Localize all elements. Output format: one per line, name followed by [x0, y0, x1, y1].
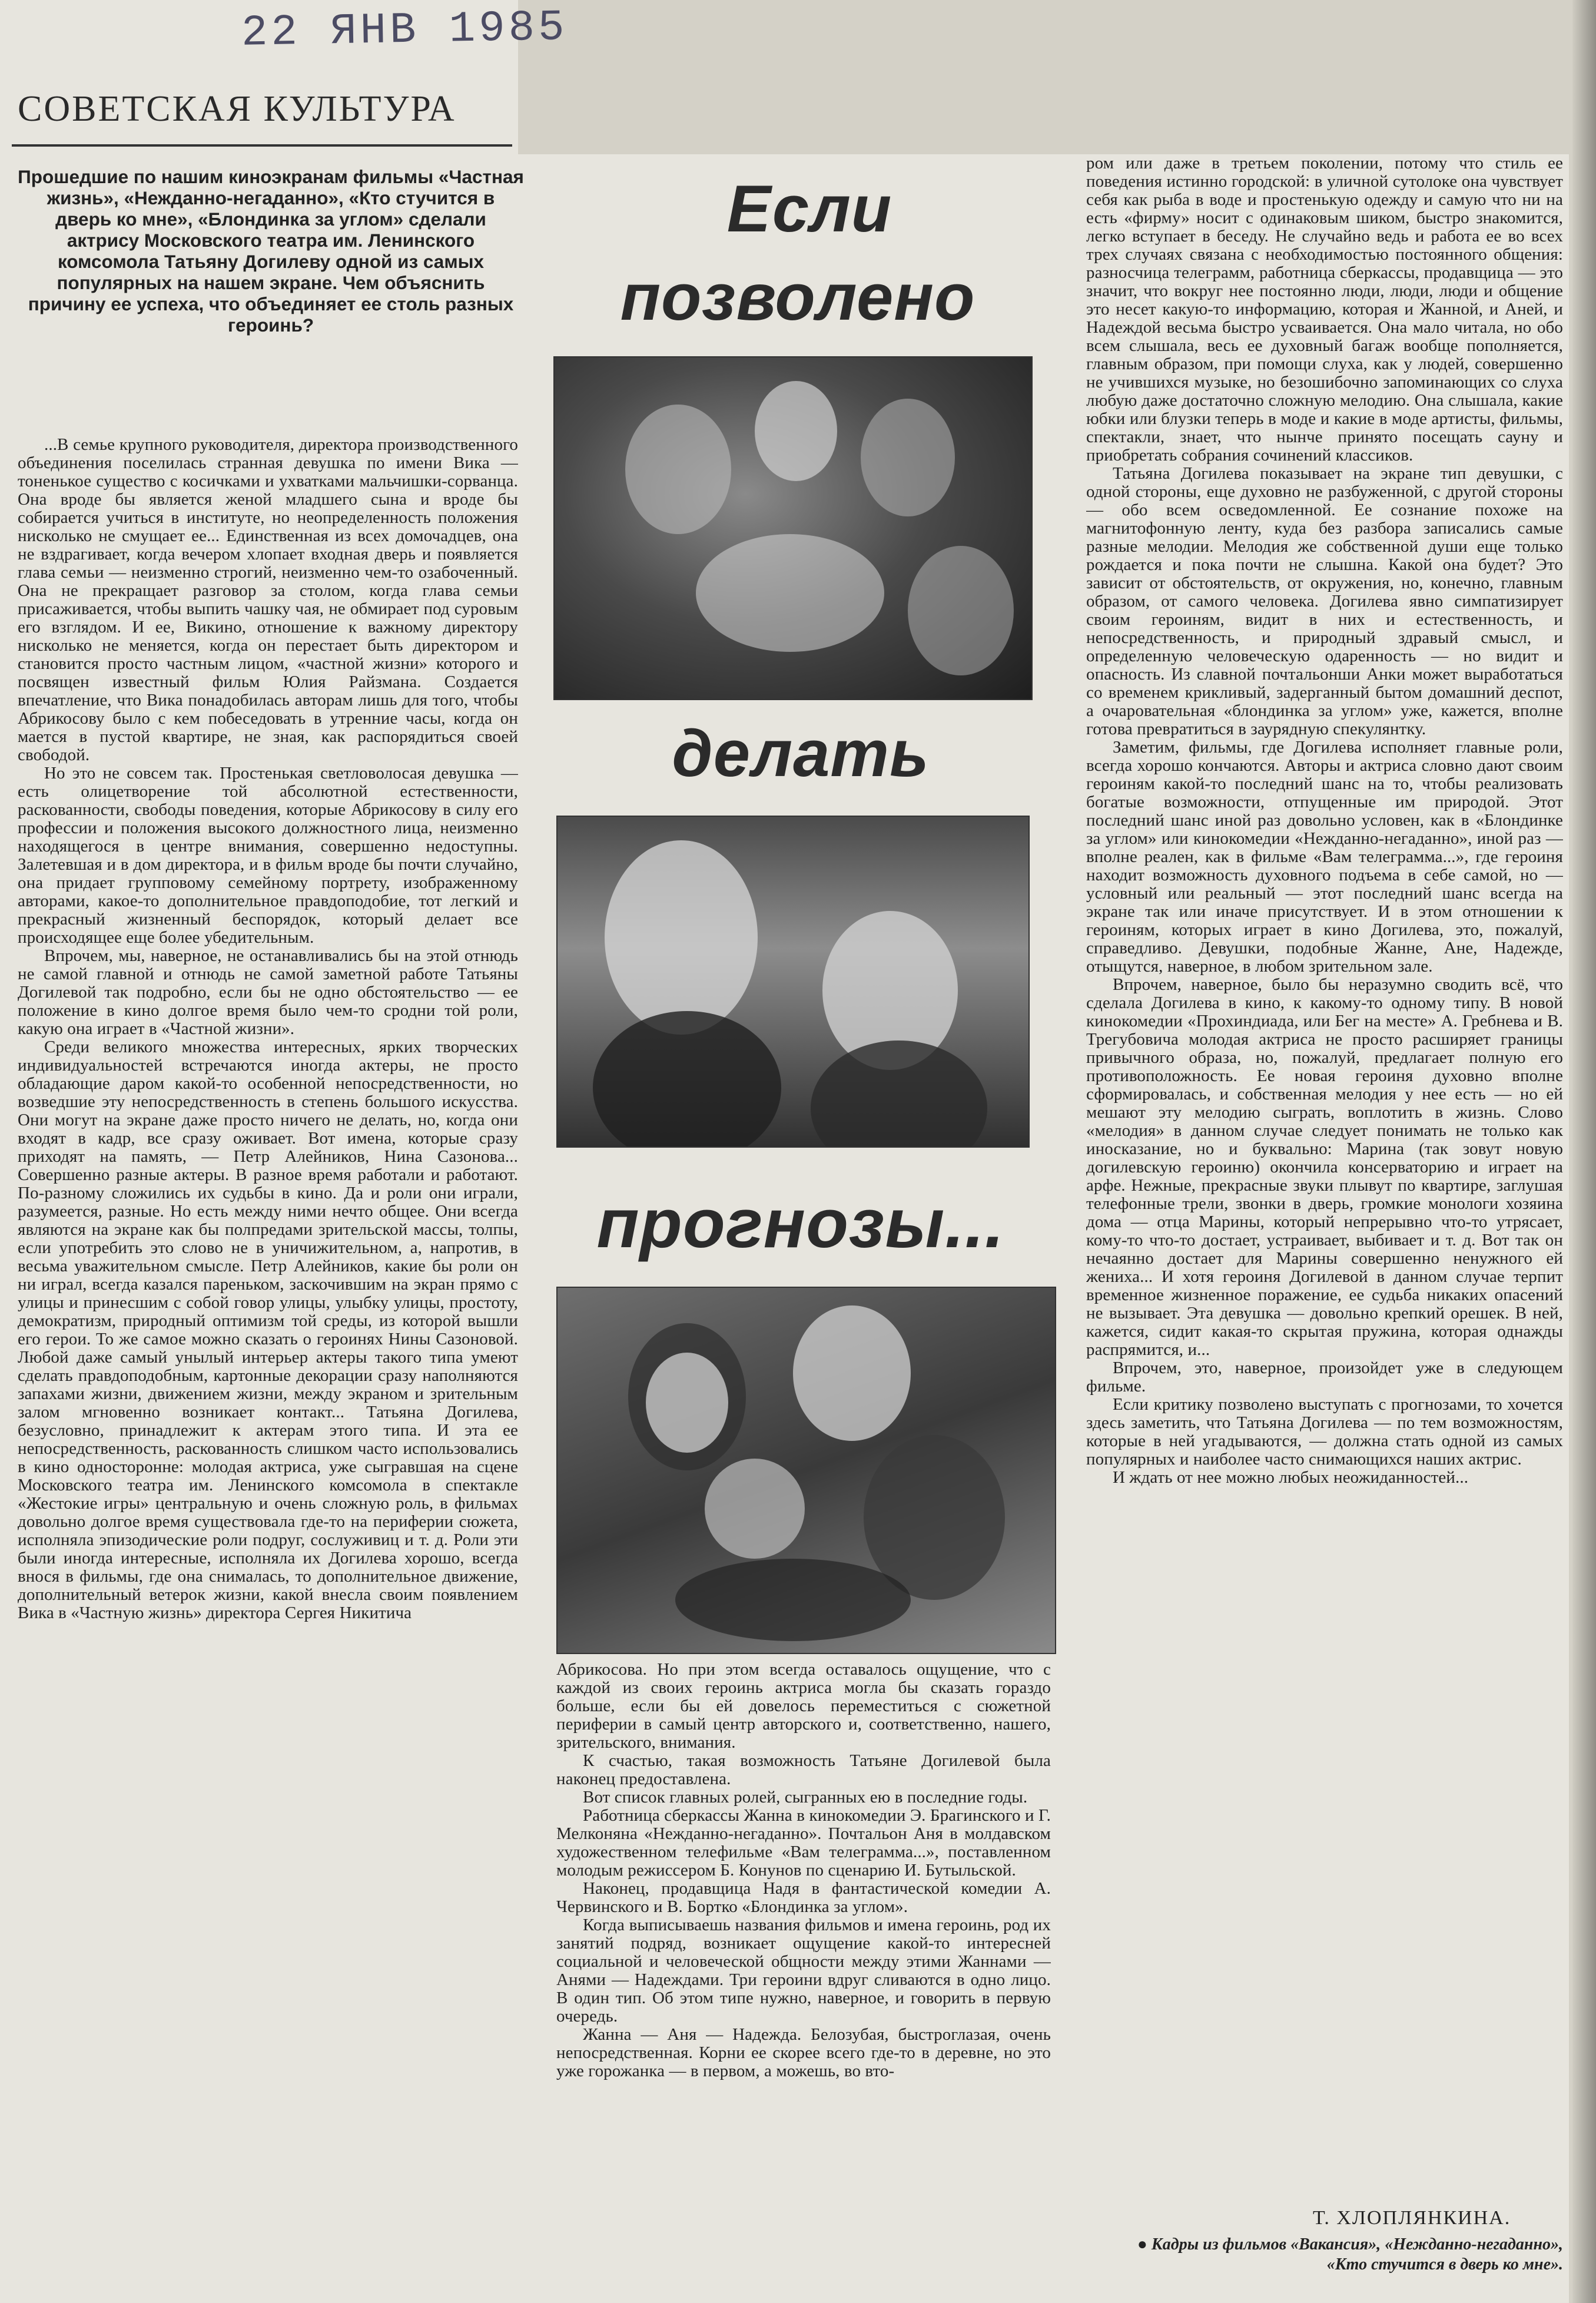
paragraph: Среди великого множества интересных, ярких творческих индивидуальностей встречаются иногда актеры, не просто обладающие даром какой-то особенной непосредственности, но возведшие эту непосредственность в степень большого искусства. Они могут на экране даже просто ничего не делать, но, когда они входят в кадр, все сразу оживает. Вот имена, которые сразу приходят на память, — Петр Алейников, Нина Сазонова... Совершенно разные актеры. В разное время работали и работают. По-разному сложились их судьбы в кино. Да и роли они играли, разумеется, разные. Но есть между ними нечто общее. Они всегда являются на экране как бы полпредами зрительской массы, толпы, если употребить это слово не в уничижительном, а, напротив, в весьма уважительном смысле. Петр Алейников, какие бы роли он ни играл, всегда казался пареньком, заскочившим на экран прямо с улицы и принесшим с собой говор улицы, улыбку улицы, простоту, демократизм, природный оптимизм той среды, из которой вышли его герои. То же самое можно сказать о героинях Нины Сазоновой. Любой даже самый унылый интерьер актеры такого типа умеют сделать правдоподобным, картонные декорации сразу наполняются запахами жизни, движением жизни, между экраном и зрительным залом мгновенно возникает контакт... Татьяна Догилева, безусловно, принадлежит к актерам этого типа. И эта ее непосредственность, раскованность слишком часто использовались в кино односторонне: молодая актриса, уже сыгравшая на сцене Московского театра им. Ленинского комсомола в спектакле «Жестокие игры» центральную и очень сложную роль, в фильмах довольно долгое время существовала где-то на периферии сюжета, исполняла эпизодические роли подруг, сослуживиц и т. д. Роли эти были иногда интересные, исполняла их Догилева хорошо, всегда внося в фильмы, где она снималась, то дополнительное движение, дополнительный ветерок жизни, какой внесла своим появлением Вика в «Частную жизнь» директора Сергея Никитича: [18, 1038, 518, 1622]
headline-line-3: делать: [672, 717, 930, 790]
photo-figure: [793, 1305, 911, 1441]
newspaper-title: СОВЕТСКАЯ КУЛЬТУРА: [18, 89, 456, 129]
paragraph: Если критику позволено выступать с прогнозами, то хочется здесь заметить, что Татьяна Догилева — по тем возможностям, которые в ней угадываются, — должна стать одной из самых популярных и наиболее часто снимающихся наших актрис.: [1086, 1395, 1563, 1469]
photo-figure: [675, 1559, 911, 1641]
paragraph: Впрочем, это, наверное, произойдет уже в следующем фильме.: [1086, 1358, 1563, 1396]
photo-figure: [593, 1011, 781, 1148]
paragraph: Но это не совсем так. Простенькая светловолосая девушка — есть олицетворение той абсолютной естественности, раскованности, свободы поведения, которые Абрикосову в силу его профессии и положения высокого должностного лица, неизменно находящегося в центре внимания, совершенно недоступны. Залетевшая и в дом директора, и в фильм вроде бы почти случайно, она придает групповому семейному портрету, изображенному авторами, какое-то дополнительное правдоподобие, тот легкий и прекрасный жизненный беспорядок, который делает все происходящее еще более убедительным.: [18, 764, 518, 947]
film-still-couple-photo: [556, 816, 1030, 1148]
bullet-icon: ●: [1137, 2235, 1147, 2254]
clipping-cutout: [518, 0, 1569, 154]
headline-line-4: прогнозы...: [596, 1185, 1005, 1262]
paragraph: Заметим, фильмы, где Догилева исполняет главные роли, всегда хорошо кончаются. Авторы и актриса словно дают своим героиням какой-то последний шанс на то, чтобы реализовать богатые возможности, отпущенные им природой. Этот последний шанс иной раз довольно условен, как в «Блондинке за углом» или кинокомедии «Нежданно-негаданно», иной раз — вполне реален, как в фильме «Вам телеграмма...», где героиня находит возможность духовного подъема в себе самой, но — условный или реальный — этот последний шанс всегда на экране так или иначе присутствует. И в этом отношении к героиням, которых играет в кино Догилева, это, пожалуй, справедливо. Девушки, подобные Жанне, Ане, Надежде, отыщутся, наверное, в любом зрительном зале.: [1086, 738, 1563, 976]
lead-paragraph: Прошедшие по нашим киноэкранам фильмы «Частная жизнь», «Нежданно-негаданно», «Кто стучится в дверь ко мне», «Блондинка за углом» сделали актрису Московского театра им. Ленинского комсомола Татьяну Догилеву одной из самых популярных на нашем экране. Чем объяснить причину ее успеха, что объединяет ее столь разных героинь?: [18, 166, 524, 336]
paragraph: Наконец, продавщица Надя в фантастической комедии А. Червинского и В. Бортко «Блондинка за углом».: [556, 1879, 1051, 1916]
headline-line-1: Если: [726, 172, 892, 246]
photo-figure: [755, 381, 837, 481]
photo-figure: [696, 534, 884, 652]
paragraph: ...В семье крупного руководителя, директора производственного объединения поселилась странная девушка по имени Вика — тоненькое существо с косичками и ухватками мальчишки-сорванца. Она вроде бы является женой младшего сына и вроде бы собирается учиться в институте, но неопределенность положения нисколько не смущает ее... Единственная из всех домочадцев, она не вздрагивает, когда вечером хлопает входная дверь и появляется глава семьи — неизменно строгий, неизменно чем-то озабоченный. Она не прекращает разговор за столом, когда глава семьи присаживается, чтобы выпить чашку чая, не обмирает под суровым его взглядом. И ее, Викино, отношение к важному директору нисколько не меняется, когда он перестает быть директором и становится просто частным лицом, «частной жизни» которого и посвящен известный фильм Юлия Райзмана. Создается впечатление, что Вика понадобилась авторам лишь для того, чтобы Абрикосову было с кем побеседовать в утренние часы, когда он мается в пустой квартире, не зная, как распорядиться своей свободой.: [18, 436, 518, 764]
photo-figure: [625, 405, 731, 534]
photo-figure: [705, 1459, 805, 1559]
masthead-rule: [12, 144, 512, 147]
article-column-3: [1086, 154, 1563, 2162]
film-still-crowd-photo: [553, 356, 1033, 700]
paragraph: ром или даже в третьем поколении, потому что стиль ее поведения истинно городской: в уличной сутолоке она чувствует себя как рыба в воде и простенькую одежду и самую что ни на есть «фирму» носит с одинаковым шиком, быстро знакомится, легко вступает в беседу. Не случайно ведь и работа ее во всех трех случаях связана с необходимостью постоянного общения: разносчица телеграмм, работница сберкассы, продавщица — это значит, что вокруг нее постоянно люди, люди, люди и общение это несет какую-то информацию, которая и Жанной, и Аней, и Надеждой весьма быстро усваивается. Она мало читала, но обо всем слышала, весь ее духовный багаж вообще пополняется, главным образом, при помощи слуха, как у людей, совершенно не учившихся музыке, но безошибочно запоминающих со слуха любую даже достаточно сложную мелодию. Она слышала, какие юбки или блузки теперь в моде и какие в моде артисты, фильмы, спектакли, знает, что нынче принято посещать сауну и приобретать собрания сочинений классиков.: [1086, 154, 1563, 465]
photo-figure: [908, 546, 1014, 675]
film-still-group-photo: [556, 1287, 1056, 1654]
paragraph: Абрикосова. Но при этом всегда оставалось ощущение, что с каждой из своих героинь актриса могла бы сказать гораздо больше, если бы ей довелось переместиться с сюжетной периферии в самый центр авторского и, соответственно, нашего, зрительского, внимания.: [556, 1661, 1051, 1752]
paragraph: Впрочем, наверное, было бы неразумно сводить всё, что сделала Догилева в кино, к какому-то одному типу. В новой кинокомедии «Прохиндиада, или Бег на месте» А. Гребнева и В. Трегубовича молодая актриса не просто расширяет границы привычного образа, но, пожалуй, предлагает полную его противоположность. Ее новая героиня духовно вполне сформировалась, и собственная мелодия у нее есть — но ей мешают эту мелодию сыграть, воплотить в жизнь. Слово «мелодия» в данном случае следует понимать не только как иносказание, но и буквально: Марина (так зовут новую догилевскую героиню) окончила консерваторию и играет на арфе. Нежные, прекрасные звуки плывут по квартире, заглушая телефонные трели, звонки в дверь, громкие монологи хозяина дома — отца Марины, который непрерывно что-то утрясает, кому-то что-то достает, устраивает, выбивает и т. д. Вот так он нечаянно достает для Марины совершенно ненужного ей жениха... И хотя героиня Догилевой в данном случае терпит временное жизненное поражение, ее судьба никаких опасений не вызывает. Эта девушка — довольно крепкий орешек. В ней, кажется, сидит какая-то скрытая пружина, которая однажды распрямится, и...: [1086, 975, 1563, 1359]
paragraph: Работница сберкассы Жанна в кинокомедии Э. Брагинского и Г. Мелконяна «Нежданно-негаданно». Почтальон Аня в молдавском художественном телефильме «Вам телеграмма...», поставленном молодым режиссером Б. Конунов по сценарию И. Бутыльской.: [556, 1806, 1051, 1880]
date-stamp: 22 ЯНВ 1985: [241, 3, 569, 58]
article-column-1: [18, 436, 518, 2297]
photo-figure: [646, 1353, 728, 1453]
author-signature: Т. ХЛОПЛЯНКИНА.: [1313, 2207, 1511, 2229]
paragraph: Татьяна Догилева показывает на экране тип девушки, с одной стороны, еще духовно не разбуженной, с другой стороны — обо всем осведомленной. Ее сознание похоже на магнитофонную ленту, куда без разбора записались самые разные мелодии. Мелодия же собственной души еще только рождается и пока почти не слышна. Какой она будет? Это зависит от обстоятельств, от окружения, но, конечно, главным образом, от самого человека. Догилева явно симпатизирует своим героиням, видит в них и естественность, и непосредственность, и природный здравый смысл, и определенную человеческую одаренность — но видит и опасность. Из славной почтальонши Анки может выработаться со временем крикливый, задерганный бытом домашний деспот, а очаровательная «блондинка за углом» уже, кажется, вполне готова превратиться в заурядную спекулянтку.: [1086, 464, 1563, 738]
paragraph: Когда выписываешь названия фильмов и имена героинь, род их занятий подряд, возникает ощущение какой-то интересней социальной и человеческой общности между этими Жаннами — Анями — Надеждами. Три героини вдруг сливаются в одно лицо. В один тип. Об этом типе нужно, наверное, и говорить в первую очередь.: [556, 1916, 1051, 2026]
photo-caption: [1104, 2235, 1563, 2275]
paragraph: Жанна — Аня — Надежда. Белозубая, быстроглазая, очень непосредственная. Корни ее скорее всего где-то в деревне, но это уже горожанка — в первом, а можешь, во вто-: [556, 2025, 1051, 2080]
photo-figure: [605, 840, 758, 1035]
headline-line-2: позволено: [620, 260, 975, 334]
paragraph: К счастью, такая возможность Татьяне Догилевой была наконец предоставлена.: [556, 1751, 1051, 1788]
photo-figure: [861, 399, 955, 516]
scan-edge-shadow: [1572, 0, 1596, 2303]
article-column-2: [556, 1661, 1051, 2297]
paragraph: Впрочем, мы, наверное, не останавливались бы на этой отнюдь не самой главной и отнюдь не самой заметной работе Татьяны Догилевой так подробно, если бы не одно обстоятельство — ее положение в кино долгое время было чем-то сродни той роли, какую она играет в «Частной жизни».: [18, 946, 518, 1038]
photo-figure: [811, 1041, 987, 1148]
caption-text: Кадры из фильмов «Вакансия», «Нежданно-негаданно», «Кто стучится в дверь ко мне».: [1151, 2235, 1563, 2274]
paragraph: И ждать от нее можно любых неожиданностей...: [1113, 1468, 1469, 1487]
paragraph: Вот список главных ролей, сыгранных ею в последние годы.: [583, 1788, 1028, 1807]
